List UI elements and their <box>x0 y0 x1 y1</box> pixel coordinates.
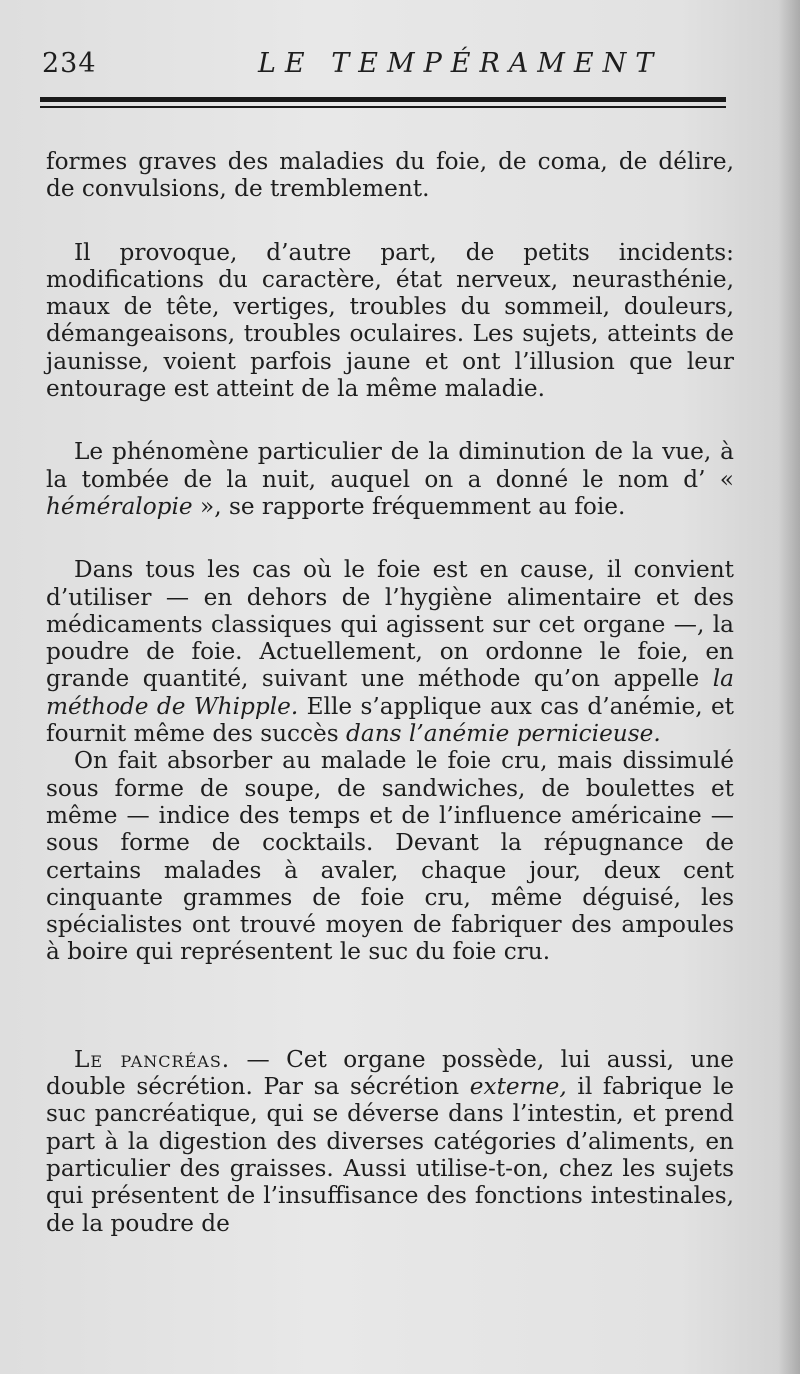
paragraph-6 <box>46 1046 734 1237</box>
header-rule-thin <box>40 106 726 108</box>
paragraph-2: Il provoque, d’autre part, de petits incidents: modifications du caractère, état nerveux, neurasthénie, maux de tête, vertiges, troubles du sommeil, douleurs, démangeaisons, troubles oculaires. Les sujets, atteints de jaunisse, voient parfois jaune et ont l’illusion que leur entourage est atteint de la même maladie. <box>46 238 734 403</box>
paragraph-3-text-a: Le phénomène particulier de la diminution de la vue, à la tombée de la nuit, auquel on a donné le nom d’ « <box>46 438 734 493</box>
paragraph-1: formes graves des maladies du foie, de coma, de délire, de convulsions, de tremblement. <box>46 148 734 203</box>
section-heading-pancreas: Le pancréas. <box>74 1045 231 1073</box>
paragraph-6-text-a: — Cet organe possède, lui aussi, une double sécrétion. Par sa sécrétion <box>46 1045 734 1101</box>
paragraph-6-text-b: il fabrique le suc pancréatique, qui se déverse dans l’intestin, et prend part à la digestion des diverses catégories d’aliments, en particulier des graisses. Aussi utilise-t-on, chez les sujets qui présentent de l’insuffisance des fonctions intestinales, de la poudre de <box>46 1073 734 1237</box>
paragraph-4-text-b: Elle s’applique aux cas d’anémie, et fournit même des succès <box>46 692 735 748</box>
paragraph-4-italic-a: la méthode de Whipple. <box>46 665 734 720</box>
page-edge-shadow <box>778 0 800 1374</box>
header-rule-thick <box>40 97 726 102</box>
paragraph-4-italic-b: dans l’anémie pernicieuse. <box>346 720 661 748</box>
page-header <box>40 44 730 84</box>
paragraph-3 <box>46 438 734 520</box>
paragraph-5: On fait absorber au malade le foie cru, mais dissimulé sous forme de soupe, de sandwiches, de boulettes et même — indice des temps et de l’influence américaine — sous forme de cocktails. Devant la répugnance de certains malades à avaler, chaque jour, deux cent cinquante grammes de foie cru, même déguisé, les spécialistes ont trouvé moyen de fabriquer des ampoules à boire qui représentent le suc du foie cru. <box>46 747 734 966</box>
paragraph-4 <box>46 556 734 747</box>
running-title: LE TEMPÉRAMENT <box>258 48 663 79</box>
paragraph-4-text-a: Dans tous les cas où le foie est en cause, il convient d’utiliser — en dehors de l’hygiène alimentaire et des médicaments classiques qui agissent sur cet organe —, la poudre de foie. Actuellement, on ordonne le foie, en grande quantité, suivant une méthode qu’on appelle <box>46 556 734 693</box>
page-body <box>46 148 734 1237</box>
paragraph-3-italic: héméralopie <box>46 492 193 520</box>
page-number: 234 <box>42 48 97 79</box>
paragraph-3-text-b: », se rapporte fréquemment au foie. <box>192 492 626 520</box>
paragraph-6-italic: externe, <box>469 1073 567 1101</box>
